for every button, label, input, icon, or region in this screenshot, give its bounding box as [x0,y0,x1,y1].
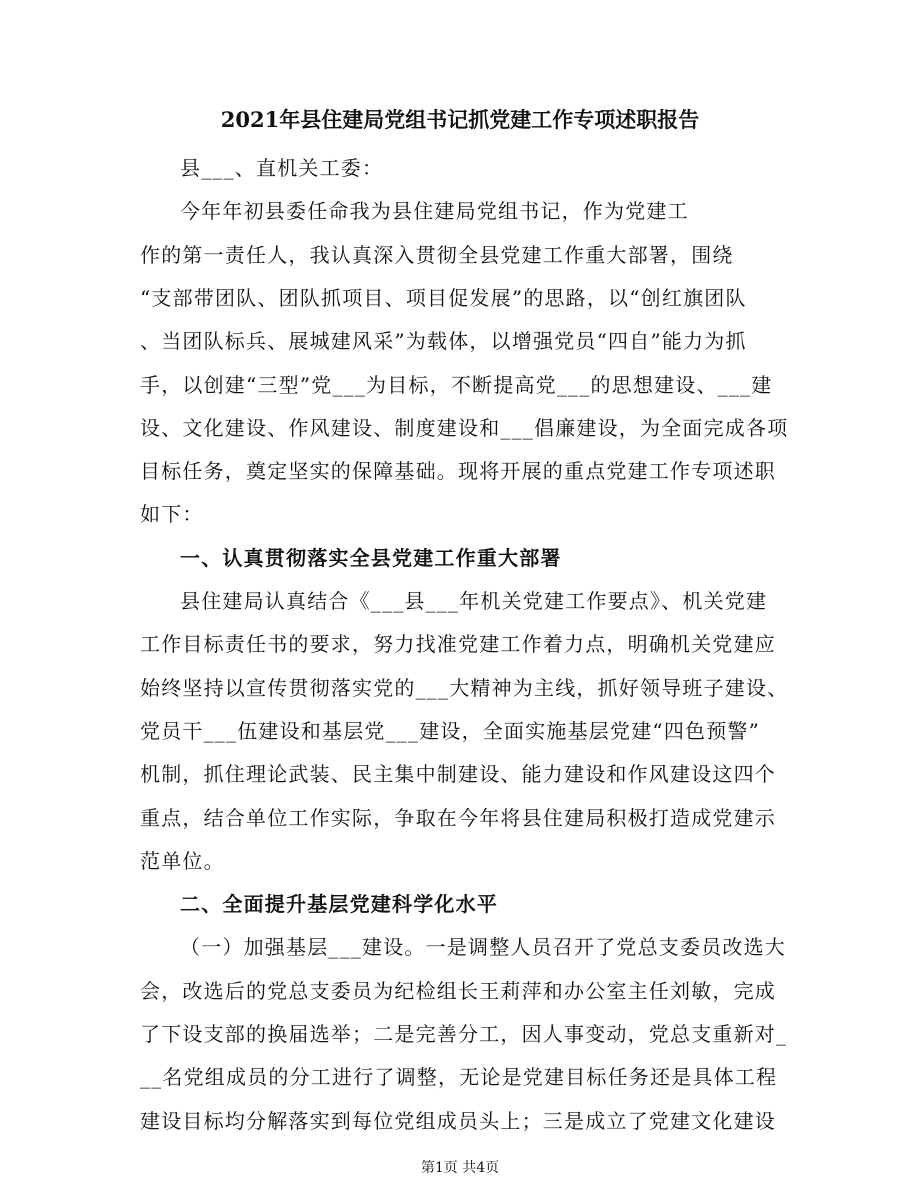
section-heading: 一、认真贯彻落实全县党建工作重大部署 [180,546,562,570]
paragraph-line: 、当团队标兵、展城建风采”为载体，以增强党员“四自”能力为抓 [140,329,747,353]
paragraph-line: 作的第一责任人，我认真深入贯彻全县党建工作重大部署，围绕 [140,243,734,267]
paragraph-line: 设、文化建设、作风建设、制度建设和___倡廉建设，为全面完成各项 [140,416,789,440]
paragraph-line: __名党组成员的分工进行了调整，无论是党建目标任务还是具体工程 [140,1065,778,1089]
paragraph-line: 了下设支部的换届选举；二是完善分工，因人事变动，党总支重新对_ [140,1022,788,1046]
paragraph-line: 目标任务，奠定坚实的保障基础。现将开展的重点党建工作专项述职 [140,459,776,483]
paragraph-line: 重点，结合单位工作实际，争取在今年将县住建局积极打造成党建示 [140,806,776,830]
paragraph-line: “支部带团队、团队抓项目、项目促发展”的思路，以“创红旗团队 [140,286,747,310]
paragraph-line: 手，以创建“三型”党___为目标，不断提高党___的思想建设、___建 [140,373,773,397]
paragraph-line: 范单位。 [140,849,225,873]
page-footer: 第1页 共4页 [420,1160,500,1176]
paragraph-line: 今年年初县委任命我为县住建局党组书记，作为党建工 [180,199,689,223]
document-title: 2021年县住建局党组书记抓党建工作专项述职报告 [220,107,700,132]
paragraph-line: 机制，抓住理论武装、民主集中制建设、能力建设和作风建设这四个 [140,762,776,786]
paragraph-line: 始终坚持以宣传贯彻落实党的___大精神为主线，抓好领导班子建设、 [140,676,789,700]
paragraph-line: 建设目标均分解落实到每位党组成员头上；三是成立了党建文化建设 [140,1109,776,1133]
salutation-line: 县___、直机关工委： [180,156,384,180]
paragraph-line: 县住建局认真结合《___县___年机关党建工作要点》、机关党建 [180,589,768,613]
paragraph-line: （一）加强基层___建设。一是调整人员召开了党总支委员改选大 [180,935,786,959]
section-heading: 二、全面提升基层党建科学化水平 [180,892,498,916]
paragraph-line: 党员干___伍建设和基层党___建设，全面实施基层党建“四色预警” [140,719,761,743]
paragraph-line: 会，改选后的党总支委员为纪检组长王莉萍和办公室主任刘敏，完成 [140,979,776,1003]
paragraph-line: 如下： [140,502,204,526]
paragraph-line: 工作目标责任书的要求，努力找准党建工作着力点，明确机关党建应 [140,632,776,656]
